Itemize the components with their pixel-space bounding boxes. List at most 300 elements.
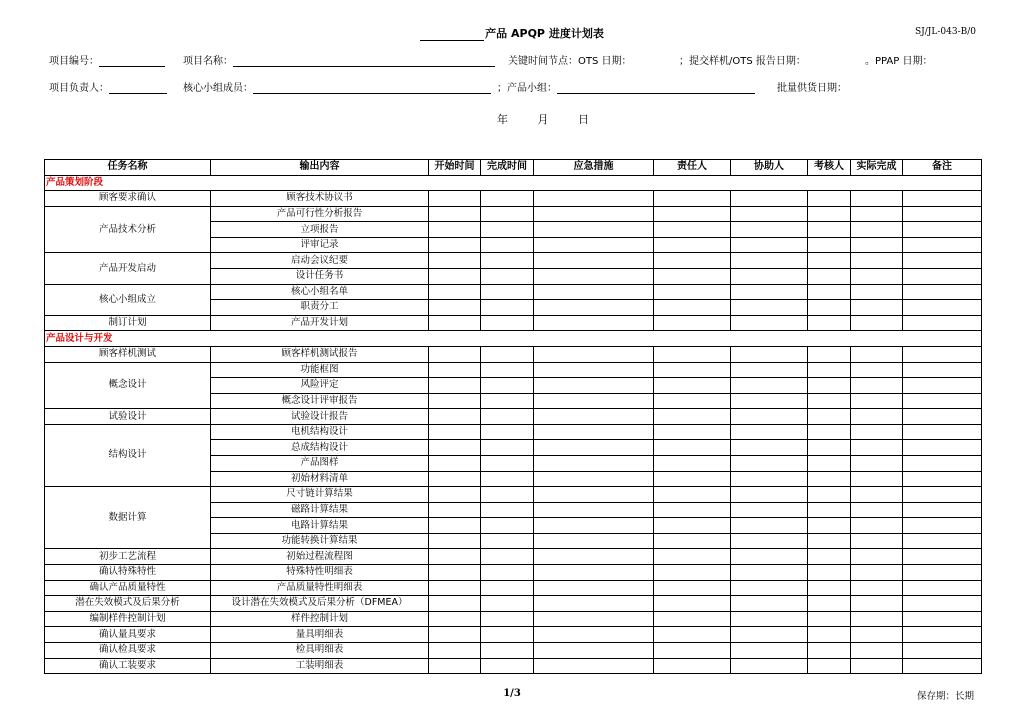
empty-cell[interactable] — [654, 378, 731, 394]
empty-cell[interactable] — [903, 269, 982, 285]
empty-cell[interactable] — [534, 424, 654, 440]
empty-cell[interactable] — [808, 191, 851, 207]
project-no-field — [49, 52, 165, 67]
output-cell: 尺寸链计算结果 — [211, 487, 429, 503]
empty-cell[interactable] — [654, 642, 731, 658]
project-name-input[interactable] — [233, 55, 495, 67]
empty-cell[interactable] — [903, 642, 982, 658]
empty-cell[interactable] — [654, 222, 731, 238]
empty-cell[interactable] — [808, 362, 851, 378]
empty-cell[interactable] — [481, 253, 534, 269]
empty-cell[interactable] — [903, 346, 982, 362]
empty-cell[interactable] — [534, 471, 654, 487]
empty-cell[interactable] — [481, 487, 534, 503]
empty-cell[interactable] — [654, 502, 731, 518]
empty-cell[interactable] — [481, 222, 534, 238]
empty-cell[interactable] — [903, 471, 982, 487]
table-header-row — [45, 160, 982, 176]
empty-cell[interactable] — [429, 378, 481, 394]
empty-cell[interactable] — [903, 206, 982, 222]
empty-cell[interactable] — [534, 378, 654, 394]
empty-cell[interactable] — [851, 533, 903, 549]
empty-cell[interactable] — [654, 487, 731, 503]
empty-cell[interactable] — [429, 237, 481, 253]
empty-cell[interactable] — [534, 487, 654, 503]
empty-cell[interactable] — [731, 378, 808, 394]
document-code: SJ/JL-043-B/0 — [914, 27, 976, 37]
empty-cell[interactable] — [851, 300, 903, 316]
empty-cell[interactable] — [851, 487, 903, 503]
empty-cell[interactable] — [851, 424, 903, 440]
column-header: 备注 — [903, 160, 982, 176]
mass-supply-field: 批量供货日期： — [777, 83, 847, 94]
empty-cell[interactable] — [654, 455, 731, 471]
empty-cell[interactable] — [808, 642, 851, 658]
empty-cell[interactable] — [903, 222, 982, 238]
task-name-cell: 确认工装要求 — [45, 658, 211, 674]
output-cell: 电路计算结果 — [211, 518, 429, 534]
project-name-field — [183, 52, 495, 67]
empty-cell[interactable] — [534, 346, 654, 362]
task-name-cell: 确认量具要求 — [45, 627, 211, 643]
empty-cell[interactable] — [534, 206, 654, 222]
owner-label: 项目负责人： — [49, 83, 109, 94]
empty-cell[interactable] — [808, 269, 851, 285]
empty-cell[interactable] — [808, 565, 851, 581]
empty-cell[interactable] — [534, 237, 654, 253]
empty-cell[interactable] — [731, 487, 808, 503]
empty-cell[interactable] — [851, 393, 903, 409]
empty-cell[interactable] — [654, 596, 731, 612]
empty-cell[interactable] — [654, 362, 731, 378]
empty-cell[interactable] — [808, 393, 851, 409]
task-name-cell: 结构设计 — [45, 424, 211, 486]
empty-cell[interactable] — [481, 346, 534, 362]
empty-cell[interactable] — [654, 471, 731, 487]
empty-cell[interactable] — [481, 378, 534, 394]
empty-cell[interactable] — [534, 502, 654, 518]
output-cell: 样件控制计划 — [211, 611, 429, 627]
core-members-input[interactable] — [253, 82, 491, 94]
empty-cell[interactable] — [654, 440, 731, 456]
empty-cell[interactable] — [903, 409, 982, 425]
empty-cell[interactable] — [903, 393, 982, 409]
empty-cell[interactable] — [654, 565, 731, 581]
empty-cell[interactable] — [481, 455, 534, 471]
empty-cell[interactable] — [654, 580, 731, 596]
empty-cell[interactable] — [851, 362, 903, 378]
empty-cell[interactable] — [429, 565, 481, 581]
empty-cell[interactable] — [903, 518, 982, 534]
empty-cell[interactable] — [851, 222, 903, 238]
empty-cell[interactable] — [654, 315, 731, 331]
output-cell: 启动会议纪要 — [211, 253, 429, 269]
empty-cell[interactable] — [851, 642, 903, 658]
empty-cell[interactable] — [534, 658, 654, 674]
empty-cell[interactable] — [903, 565, 982, 581]
empty-cell[interactable] — [808, 596, 851, 612]
empty-cell[interactable] — [429, 611, 481, 627]
column-header: 输出内容 — [211, 160, 429, 176]
empty-cell[interactable] — [851, 315, 903, 331]
empty-cell[interactable] — [481, 471, 534, 487]
empty-cell[interactable] — [851, 253, 903, 269]
empty-cell[interactable] — [534, 455, 654, 471]
empty-cell[interactable] — [731, 237, 808, 253]
empty-cell[interactable] — [429, 549, 481, 565]
empty-cell[interactable] — [481, 362, 534, 378]
empty-cell[interactable] — [654, 627, 731, 643]
empty-cell[interactable] — [851, 191, 903, 207]
empty-cell[interactable] — [429, 533, 481, 549]
empty-cell[interactable] — [903, 611, 982, 627]
empty-cell[interactable] — [731, 440, 808, 456]
empty-cell[interactable] — [903, 627, 982, 643]
table-row — [45, 596, 982, 612]
empty-cell[interactable] — [903, 424, 982, 440]
empty-cell[interactable] — [851, 549, 903, 565]
empty-cell[interactable] — [851, 658, 903, 674]
empty-cell[interactable] — [851, 596, 903, 612]
empty-cell[interactable] — [429, 206, 481, 222]
column-header: 责任人 — [654, 160, 731, 176]
empty-cell[interactable] — [534, 627, 654, 643]
empty-cell[interactable] — [429, 284, 481, 300]
empty-cell[interactable] — [534, 440, 654, 456]
empty-cell[interactable] — [731, 549, 808, 565]
empty-cell[interactable] — [481, 206, 534, 222]
empty-cell[interactable] — [429, 642, 481, 658]
retention-period: 保存期：长期 — [916, 691, 974, 702]
empty-cell[interactable] — [481, 269, 534, 285]
empty-cell[interactable] — [534, 565, 654, 581]
empty-cell[interactable] — [851, 269, 903, 285]
product-group-input[interactable] — [557, 82, 755, 94]
output-cell: 核心小组名单 — [211, 284, 429, 300]
empty-cell[interactable] — [534, 315, 654, 331]
empty-cell[interactable] — [903, 284, 982, 300]
task-name-cell: 编制样件控制计划 — [45, 611, 211, 627]
empty-cell[interactable] — [534, 253, 654, 269]
submit-ots-field: ；提交样机/OTS 报告日期： — [679, 56, 806, 67]
empty-cell[interactable] — [808, 471, 851, 487]
empty-cell[interactable] — [429, 658, 481, 674]
empty-cell[interactable] — [851, 565, 903, 581]
empty-cell[interactable] — [534, 596, 654, 612]
empty-cell[interactable] — [808, 424, 851, 440]
empty-cell[interactable] — [808, 300, 851, 316]
empty-cell[interactable] — [731, 596, 808, 612]
empty-cell[interactable] — [429, 455, 481, 471]
empty-cell[interactable] — [903, 237, 982, 253]
empty-cell[interactable] — [731, 658, 808, 674]
output-cell: 设计任务书 — [211, 269, 429, 285]
empty-cell[interactable] — [429, 253, 481, 269]
empty-cell[interactable] — [808, 502, 851, 518]
empty-cell[interactable] — [654, 300, 731, 316]
empty-cell[interactable] — [534, 300, 654, 316]
empty-cell[interactable] — [429, 502, 481, 518]
empty-cell[interactable] — [654, 269, 731, 285]
empty-cell[interactable] — [534, 642, 654, 658]
empty-cell[interactable] — [429, 346, 481, 362]
empty-cell[interactable] — [731, 455, 808, 471]
empty-cell[interactable] — [731, 206, 808, 222]
empty-cell[interactable] — [731, 424, 808, 440]
empty-cell[interactable] — [481, 627, 534, 643]
empty-cell[interactable] — [481, 300, 534, 316]
empty-cell[interactable] — [808, 346, 851, 362]
empty-cell[interactable] — [429, 269, 481, 285]
task-name-cell: 数据计算 — [45, 487, 211, 549]
empty-cell[interactable] — [903, 455, 982, 471]
empty-cell[interactable] — [851, 502, 903, 518]
empty-cell[interactable] — [851, 378, 903, 394]
empty-cell[interactable] — [481, 315, 534, 331]
empty-cell[interactable] — [654, 658, 731, 674]
empty-cell[interactable] — [429, 222, 481, 238]
column-header: 协助人 — [731, 160, 808, 176]
empty-cell[interactable] — [429, 596, 481, 612]
empty-cell[interactable] — [731, 191, 808, 207]
section-title: 产品策划阶段 — [45, 175, 982, 191]
empty-cell[interactable] — [851, 440, 903, 456]
core-members-field — [183, 79, 491, 94]
empty-cell[interactable] — [534, 611, 654, 627]
empty-cell[interactable] — [534, 549, 654, 565]
empty-cell[interactable] — [851, 455, 903, 471]
empty-cell[interactable] — [731, 315, 808, 331]
empty-cell[interactable] — [654, 206, 731, 222]
empty-cell[interactable] — [808, 487, 851, 503]
empty-cell[interactable] — [654, 253, 731, 269]
empty-cell[interactable] — [654, 346, 731, 362]
output-cell: 磁路计算结果 — [211, 502, 429, 518]
empty-cell[interactable] — [851, 471, 903, 487]
empty-cell[interactable] — [731, 565, 808, 581]
empty-cell[interactable] — [429, 315, 481, 331]
empty-cell[interactable] — [731, 393, 808, 409]
empty-cell[interactable] — [808, 284, 851, 300]
empty-cell[interactable] — [481, 596, 534, 612]
empty-cell[interactable] — [731, 222, 808, 238]
empty-cell[interactable] — [481, 611, 534, 627]
empty-cell[interactable] — [808, 580, 851, 596]
empty-cell[interactable] — [654, 533, 731, 549]
empty-cell[interactable] — [429, 362, 481, 378]
empty-cell[interactable] — [808, 658, 851, 674]
empty-cell[interactable] — [808, 549, 851, 565]
empty-cell[interactable] — [731, 346, 808, 362]
empty-cell[interactable] — [534, 222, 654, 238]
product-group-label: ；产品小组： — [497, 83, 557, 94]
empty-cell[interactable] — [534, 409, 654, 425]
table-row — [45, 253, 982, 269]
empty-cell[interactable] — [481, 580, 534, 596]
empty-cell[interactable] — [731, 409, 808, 425]
column-header: 任务名称 — [45, 160, 211, 176]
output-cell: 量具明细表 — [211, 627, 429, 643]
task-name-cell: 初步工艺流程 — [45, 549, 211, 565]
table-row — [45, 627, 982, 643]
task-name-cell: 试验设计 — [45, 409, 211, 425]
table-row — [45, 191, 982, 207]
owner-input[interactable] — [109, 82, 167, 94]
empty-cell[interactable] — [429, 580, 481, 596]
empty-cell[interactable] — [429, 518, 481, 534]
empty-cell[interactable] — [851, 518, 903, 534]
empty-cell[interactable] — [429, 440, 481, 456]
ppap-field: 。PPAP 日期： — [865, 56, 933, 67]
empty-cell[interactable] — [808, 206, 851, 222]
empty-cell[interactable] — [481, 393, 534, 409]
empty-cell[interactable] — [903, 658, 982, 674]
empty-cell[interactable] — [654, 424, 731, 440]
empty-cell[interactable] — [731, 642, 808, 658]
empty-cell[interactable] — [731, 502, 808, 518]
output-cell: 电机结构设计 — [211, 424, 429, 440]
empty-cell[interactable] — [534, 518, 654, 534]
empty-cell[interactable] — [534, 393, 654, 409]
empty-cell[interactable] — [481, 424, 534, 440]
empty-cell[interactable] — [808, 627, 851, 643]
empty-cell[interactable] — [903, 580, 982, 596]
output-cell: 检具明细表 — [211, 642, 429, 658]
empty-cell[interactable] — [851, 237, 903, 253]
output-cell: 试验设计报告 — [211, 409, 429, 425]
task-name-cell: 概念设计 — [45, 362, 211, 409]
empty-cell[interactable] — [731, 269, 808, 285]
empty-cell[interactable] — [481, 533, 534, 549]
empty-cell[interactable] — [654, 409, 731, 425]
empty-cell[interactable] — [903, 378, 982, 394]
empty-cell[interactable] — [481, 502, 534, 518]
empty-cell[interactable] — [731, 611, 808, 627]
product-group-field — [497, 79, 755, 94]
empty-cell[interactable] — [429, 487, 481, 503]
empty-cell[interactable] — [808, 253, 851, 269]
empty-cell[interactable] — [731, 580, 808, 596]
empty-cell[interactable] — [808, 315, 851, 331]
empty-cell[interactable] — [429, 191, 481, 207]
empty-cell[interactable] — [903, 253, 982, 269]
empty-cell[interactable] — [808, 533, 851, 549]
empty-cell[interactable] — [808, 440, 851, 456]
empty-cell[interactable] — [808, 455, 851, 471]
empty-cell[interactable] — [731, 533, 808, 549]
empty-cell[interactable] — [731, 471, 808, 487]
empty-cell[interactable] — [654, 518, 731, 534]
empty-cell[interactable] — [534, 284, 654, 300]
empty-cell[interactable] — [731, 284, 808, 300]
empty-cell[interactable] — [903, 596, 982, 612]
empty-cell[interactable] — [429, 424, 481, 440]
empty-cell[interactable] — [851, 346, 903, 362]
empty-cell[interactable] — [481, 549, 534, 565]
empty-cell[interactable] — [534, 580, 654, 596]
output-cell: 产品质量特性明细表 — [211, 580, 429, 596]
empty-cell[interactable] — [808, 611, 851, 627]
empty-cell[interactable] — [808, 378, 851, 394]
empty-cell[interactable] — [851, 206, 903, 222]
empty-cell[interactable] — [534, 269, 654, 285]
output-cell: 特殊特性明细表 — [211, 565, 429, 581]
empty-cell[interactable] — [429, 409, 481, 425]
empty-cell[interactable] — [654, 237, 731, 253]
empty-cell[interactable] — [534, 191, 654, 207]
empty-cell[interactable] — [481, 191, 534, 207]
empty-cell[interactable] — [481, 440, 534, 456]
empty-cell[interactable] — [903, 533, 982, 549]
empty-cell[interactable] — [654, 393, 731, 409]
empty-cell[interactable] — [534, 362, 654, 378]
project-no-input[interactable] — [99, 55, 165, 67]
empty-cell[interactable] — [808, 518, 851, 534]
empty-cell[interactable] — [481, 658, 534, 674]
title-blank-line[interactable] — [420, 30, 484, 41]
output-cell: 功能转换计算结果 — [211, 533, 429, 549]
empty-cell[interactable] — [534, 533, 654, 549]
empty-cell[interactable] — [481, 409, 534, 425]
empty-cell[interactable] — [903, 315, 982, 331]
document-title: 产品 APQP 进度计划表 — [0, 25, 1024, 41]
empty-cell[interactable] — [851, 627, 903, 643]
output-cell: 职责分工 — [211, 300, 429, 316]
empty-cell[interactable] — [731, 253, 808, 269]
empty-cell[interactable] — [731, 518, 808, 534]
empty-cell[interactable] — [808, 222, 851, 238]
empty-cell[interactable] — [731, 300, 808, 316]
empty-cell[interactable] — [654, 284, 731, 300]
empty-cell[interactable] — [481, 237, 534, 253]
empty-cell[interactable] — [481, 518, 534, 534]
empty-cell[interactable] — [429, 393, 481, 409]
empty-cell[interactable] — [851, 284, 903, 300]
empty-cell[interactable] — [903, 300, 982, 316]
empty-cell[interactable] — [903, 549, 982, 565]
empty-cell[interactable] — [481, 565, 534, 581]
empty-cell[interactable] — [903, 191, 982, 207]
empty-cell[interactable] — [808, 237, 851, 253]
core-members-label: 核心小组成员： — [183, 83, 253, 94]
task-name-cell: 确认特殊特性 — [45, 565, 211, 581]
empty-cell[interactable] — [903, 362, 982, 378]
task-name-cell: 产品技术分析 — [45, 206, 211, 253]
empty-cell[interactable] — [654, 549, 731, 565]
empty-cell[interactable] — [903, 502, 982, 518]
empty-cell[interactable] — [903, 487, 982, 503]
empty-cell[interactable] — [654, 611, 731, 627]
empty-cell[interactable] — [851, 611, 903, 627]
section-title: 产品设计与开发 — [45, 331, 982, 347]
output-cell: 评审记录 — [211, 237, 429, 253]
empty-cell[interactable] — [731, 362, 808, 378]
output-cell: 工装明细表 — [211, 658, 429, 674]
empty-cell[interactable] — [429, 471, 481, 487]
milestone-field: 关键时间节点：OTS 日期： — [508, 56, 632, 67]
empty-cell[interactable] — [903, 440, 982, 456]
empty-cell[interactable] — [429, 627, 481, 643]
empty-cell[interactable] — [481, 642, 534, 658]
empty-cell[interactable] — [808, 409, 851, 425]
empty-cell[interactable] — [429, 300, 481, 316]
empty-cell[interactable] — [851, 580, 903, 596]
output-cell: 立项报告 — [211, 222, 429, 238]
empty-cell[interactable] — [851, 409, 903, 425]
empty-cell[interactable] — [481, 284, 534, 300]
empty-cell[interactable] — [731, 627, 808, 643]
empty-cell[interactable] — [654, 191, 731, 207]
